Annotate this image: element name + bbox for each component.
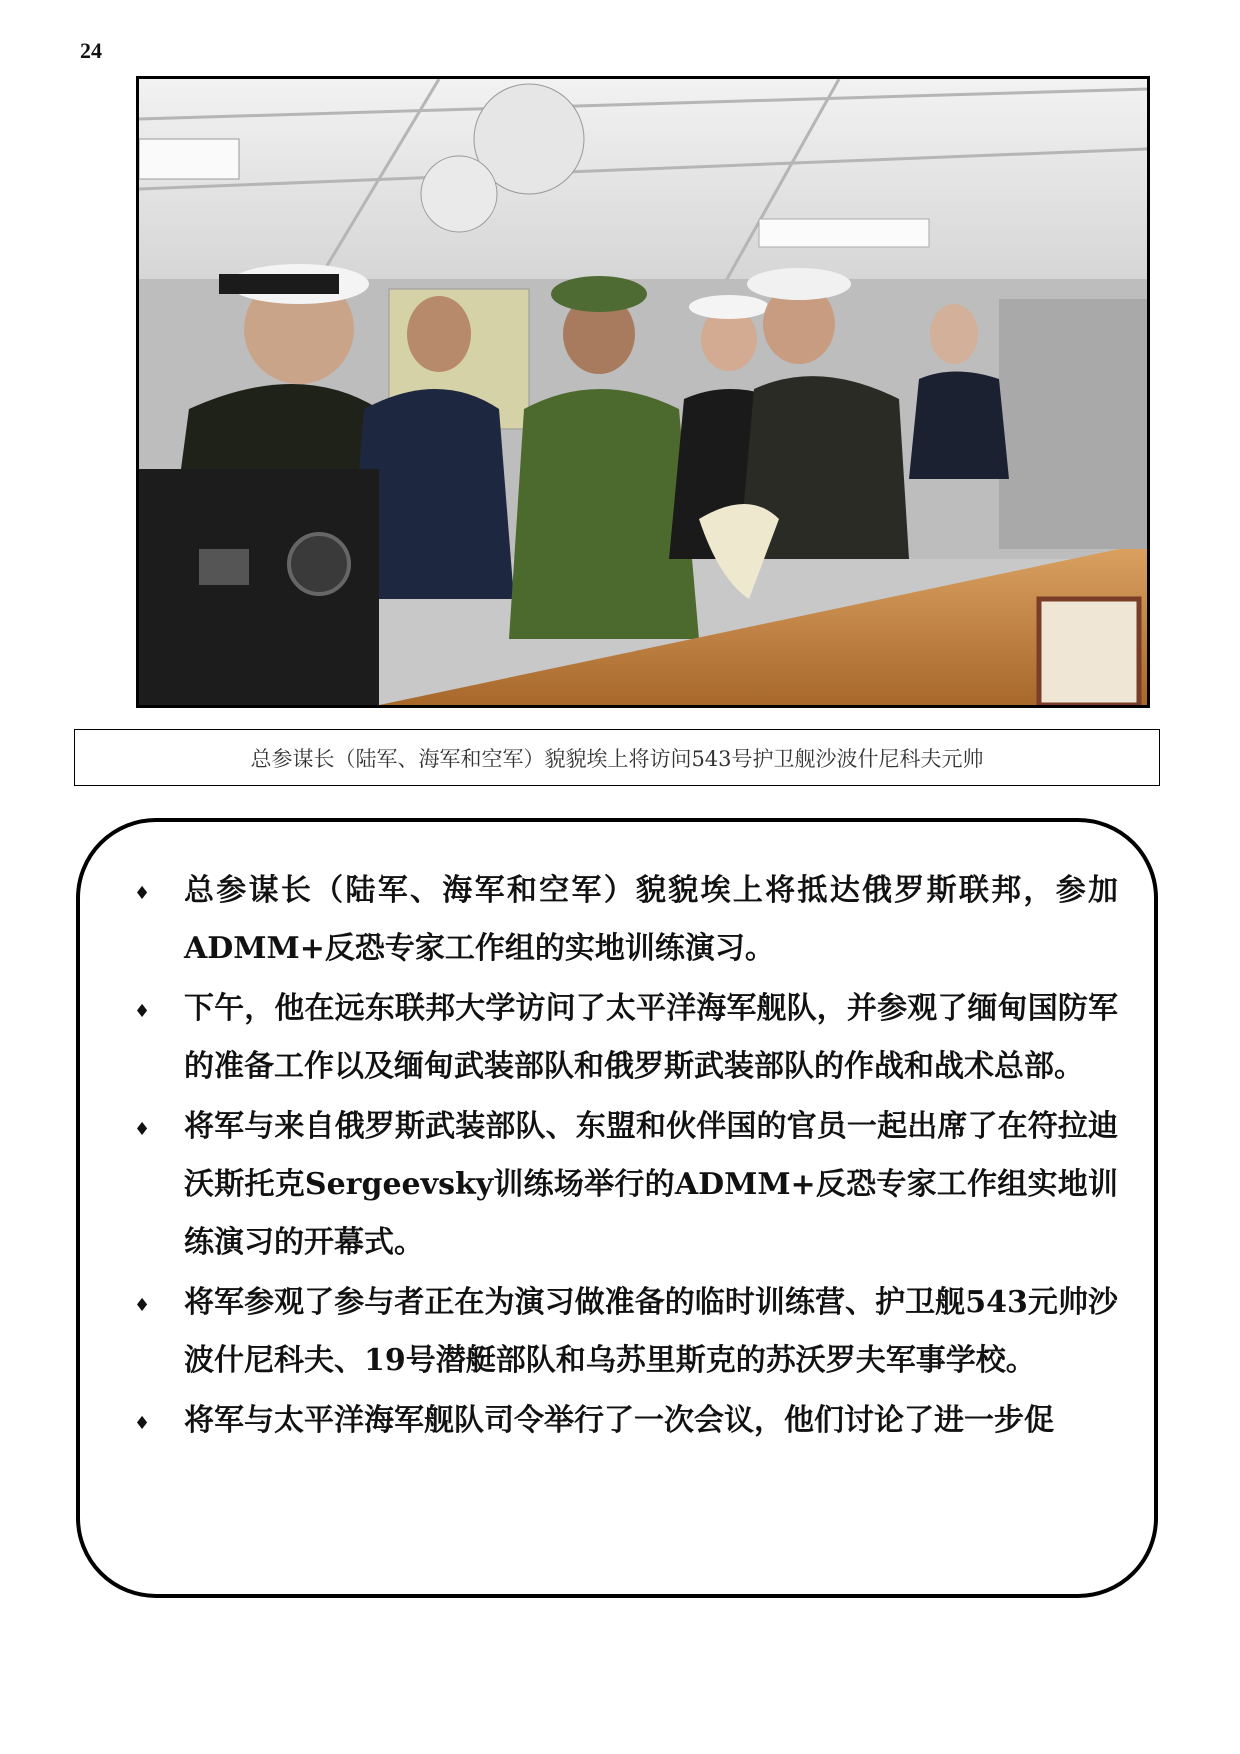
photo-illustration [139,79,1147,705]
list-item-text: 将军与太平洋海军舰队司令举行了一次会议，他们讨论了进一步促 [184,1403,1054,1438]
bullet-icon: ♦ [134,883,151,904]
list-item [126,1392,1118,1450]
bullet-icon: ♦ [134,1001,151,1022]
news-photo [136,76,1150,708]
list-item [126,980,1118,1096]
list-item [126,1274,1118,1390]
list-item [126,862,1118,978]
list-item-text: 将军与来自俄罗斯武装部队、东盟和伙伴国的官员一起出席了在符拉迪沃斯托克Sergeevsky训练场举行的ADMM+反恐专家工作组实地训练演习的开幕式。 [184,1109,1118,1260]
list-item-text: 总参谋长（陆军、海军和空军）貌貌埃上将抵达俄罗斯联邦，参加ADMM+反恐专家工作组的实地训练演习。 [184,873,1118,966]
photo-caption: 总参谋长（陆军、海军和空军）貌貌埃上将访问543号护卫舰沙波什尼科夫元帅 [74,729,1160,786]
page-number: 24 [80,38,102,63]
bullet-list [126,862,1118,1450]
list-item-text: 将军参观了参与者正在为演习做准备的临时训练营、护卫舰543元帅沙波什尼科夫、19号潜艇部队和乌苏里斯克的苏沃罗夫军事学校。 [184,1285,1118,1378]
list-item-text: 下午，他在远东联邦大学访问了太平洋海军舰队，并参观了缅甸国防军的准备工作以及缅甸武装部队和俄罗斯武装部队的作战和战术总部。 [184,991,1118,1084]
bullet-icon: ♦ [134,1119,151,1140]
bullet-icon: ♦ [134,1295,151,1316]
bullet-icon: ♦ [134,1413,151,1434]
list-item [126,1098,1118,1272]
content-box [76,818,1158,1598]
